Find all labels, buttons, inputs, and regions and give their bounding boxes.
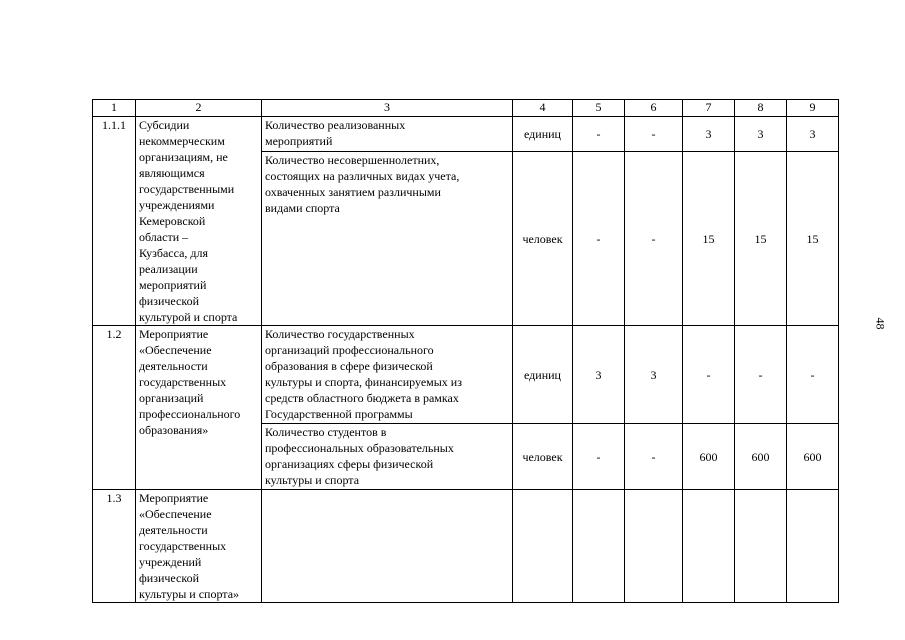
column-header: 5 [573,100,625,117]
value-cell: - [573,424,625,490]
indicator-name [262,117,513,152]
column-header: 2 [136,100,262,117]
value-cell: - [625,424,683,490]
table-row [93,490,839,603]
unit-cell: человек [513,424,573,490]
table-row [93,326,839,424]
unit-cell: человек [513,152,573,326]
value-cell: 3 [787,117,839,152]
value-cell: - [683,326,735,424]
indicator-text: Количество государственных организаций профессионального образования в сфере физической культуры и спорта, финансируемых из средств областного бюджета в рамках Государственной программы [265,327,462,421]
indicator-name [262,424,513,490]
activity-name-text: Мероприятие «Обеспечение деятельности государственных организаций профессионального образования» [139,327,241,437]
activity-name [136,326,262,490]
value-cell: - [573,117,625,152]
page-number: 48 [873,317,888,330]
row-number: 1.2 [93,326,136,490]
indicator-text: Количество студентов в профессиональных образовательных организациях сферы физической культуры и спорта [265,425,454,487]
value-cell: 3 [625,326,683,424]
column-header: 7 [683,100,735,117]
empty-cell [625,490,683,603]
empty-cell [787,490,839,603]
value-cell: - [735,326,787,424]
value-cell: - [625,152,683,326]
row-number: 1.3 [93,490,136,603]
empty-cell [262,490,513,603]
value-cell: 600 [787,424,839,490]
value-cell: - [573,152,625,326]
indicator-text: Количество несовершеннолетних, состоящих на различных видах учета, охваченных занятием различными видами спорта [265,153,460,216]
value-cell: 600 [683,424,735,490]
column-header: 3 [262,100,513,117]
indicator-name [262,326,513,424]
value-cell: 15 [735,152,787,326]
indicators-table [92,99,839,603]
empty-cell [735,490,787,603]
column-header: 4 [513,100,573,117]
unit-cell: единиц [513,117,573,152]
column-header: 8 [735,100,787,117]
value-cell: 15 [683,152,735,326]
value-cell: 3 [735,117,787,152]
value-cell: - [787,326,839,424]
activity-name [136,490,262,603]
row-number: 1.1.1 [93,117,136,326]
table-row [93,117,839,152]
value-cell: 3 [683,117,735,152]
column-header: 6 [625,100,683,117]
column-header: 1 [93,100,136,117]
empty-cell [573,490,625,603]
value-cell: 600 [735,424,787,490]
column-number-row [93,100,839,117]
value-cell: - [625,117,683,152]
value-cell: 3 [573,326,625,424]
empty-cell [513,490,573,603]
activity-name-text: Субсидии некоммерческим организациям, не являющимся государственными учреждениями Кемеровской области – Кузбасса, для реализации мероприятий физической культурой и спорта [139,118,238,324]
indicator-text: Количество реализованных мероприятий [265,118,406,148]
activity-name-text: Мероприятие «Обеспечение деятельности государственных учреждений физической культуры и спорта» [139,491,240,601]
empty-cell [683,490,735,603]
indicator-name [262,152,513,326]
activity-name [136,117,262,326]
value-cell: 15 [787,152,839,326]
unit-cell: единиц [513,326,573,424]
column-header: 9 [787,100,839,117]
